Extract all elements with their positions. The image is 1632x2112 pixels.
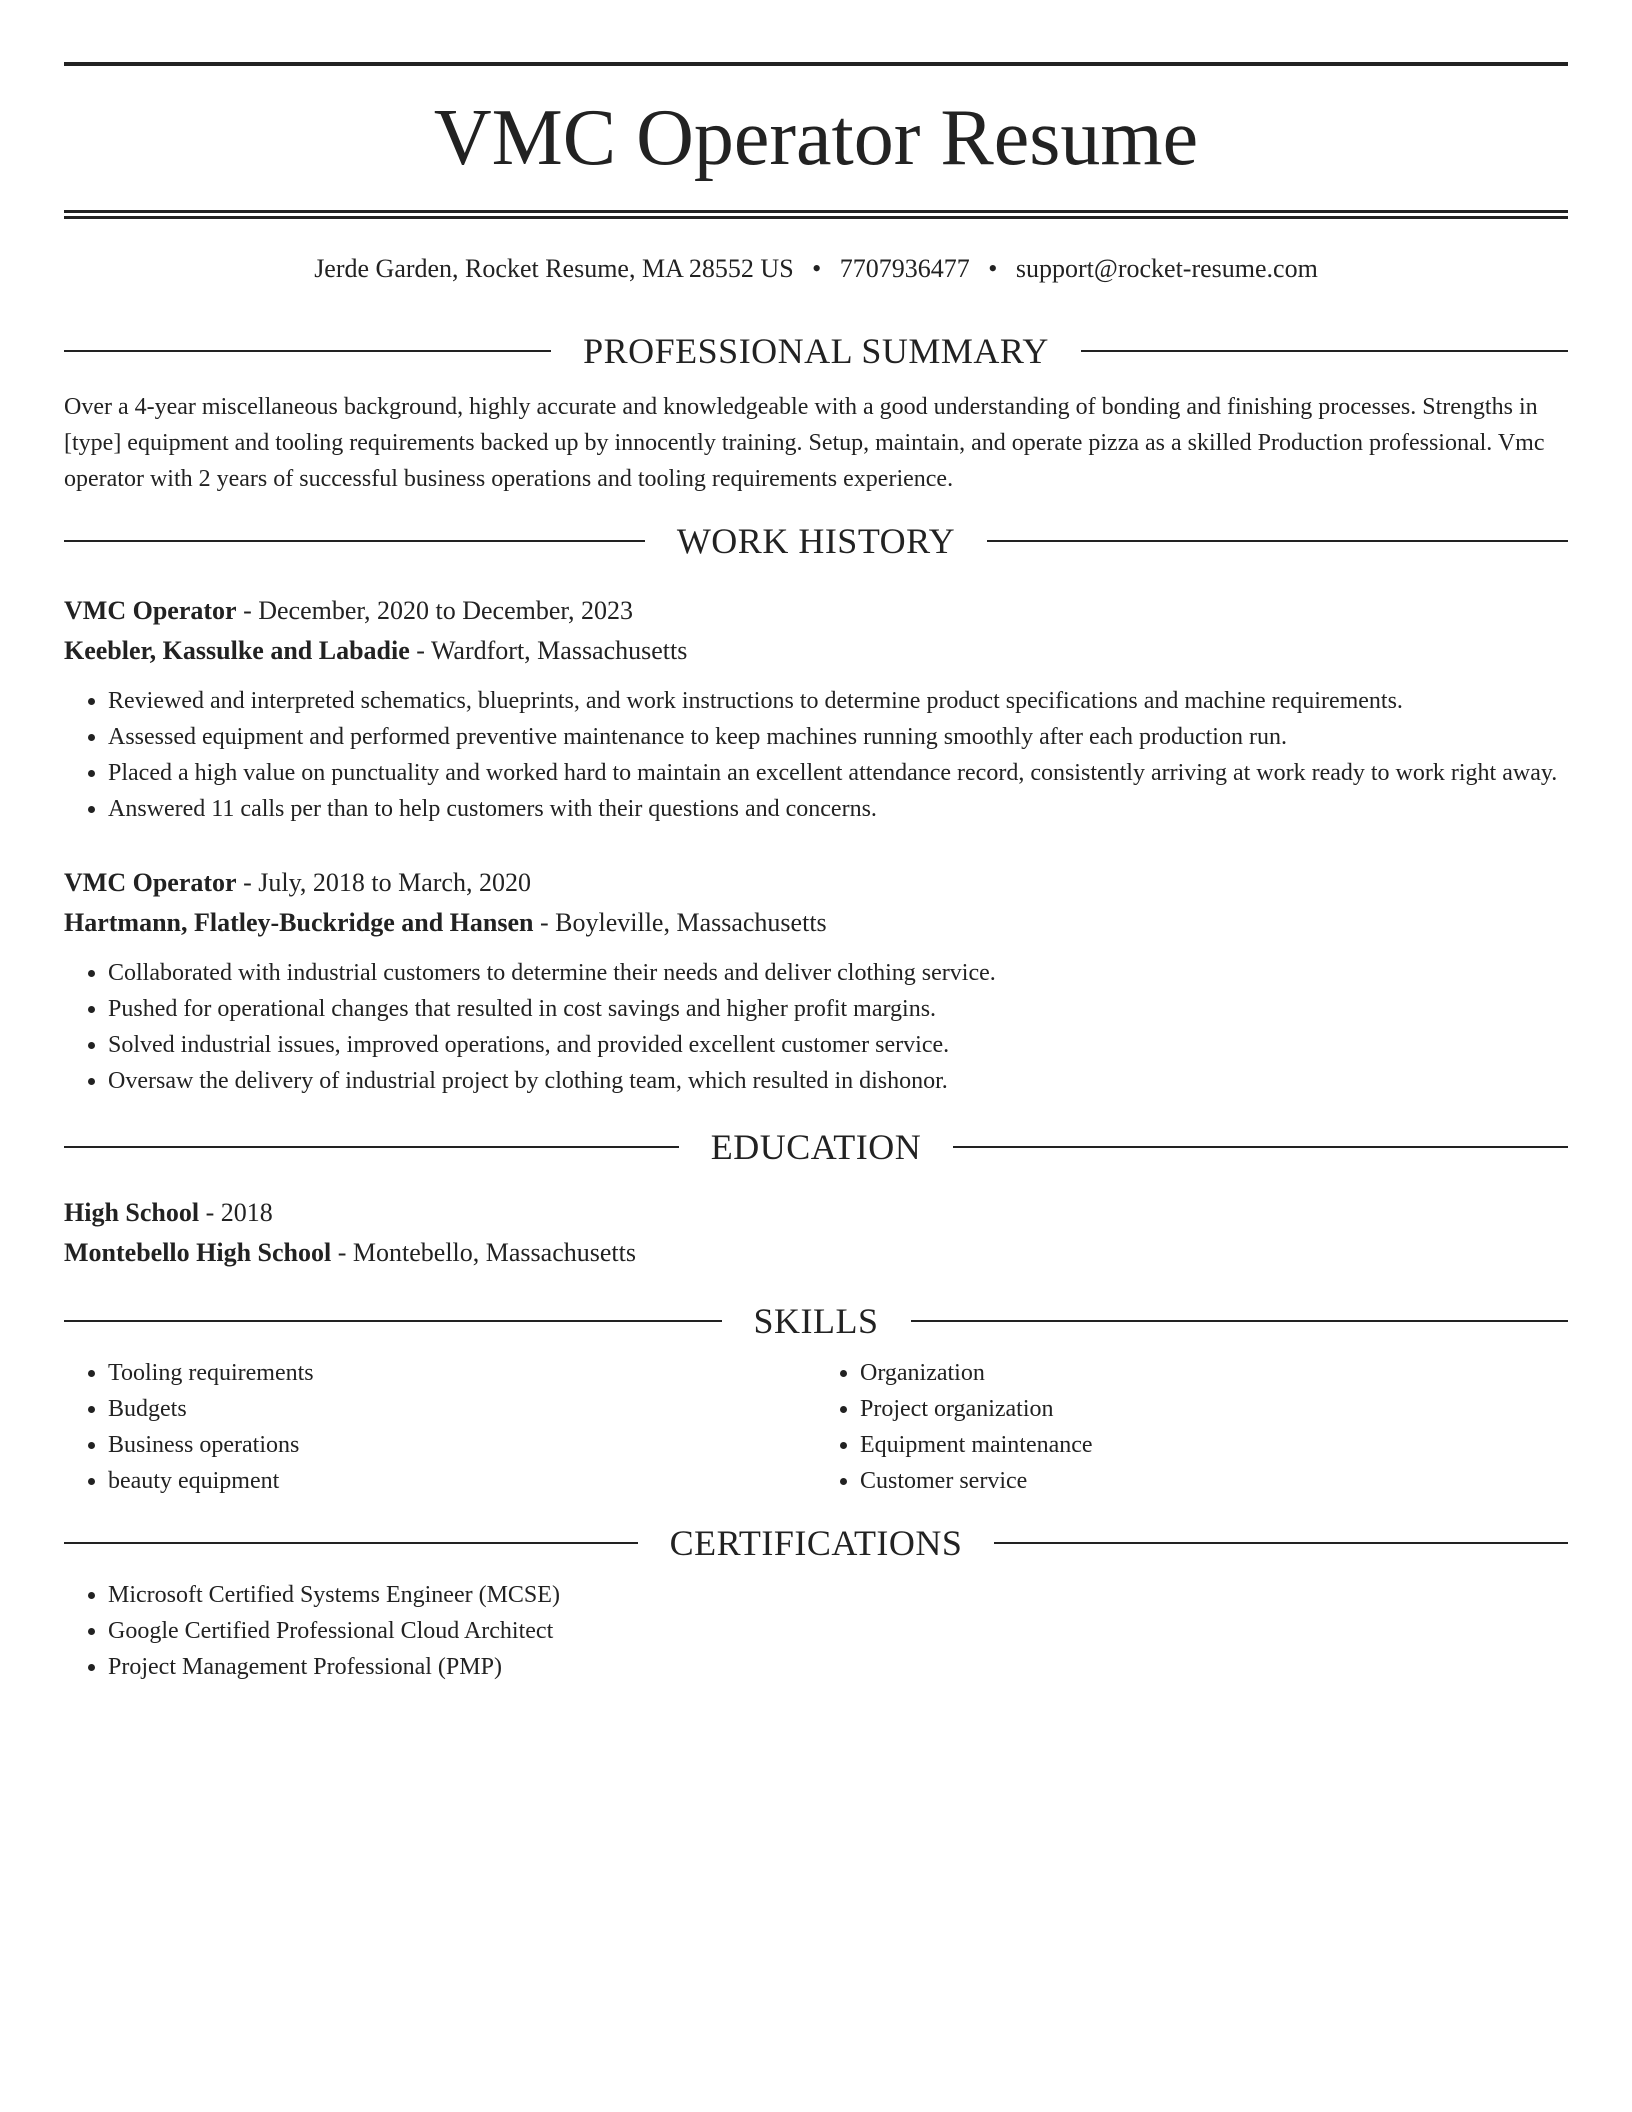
job-company: Keebler, Kassulke and Labadie	[64, 636, 410, 665]
section-title-summary: PROFESSIONAL SUMMARY	[583, 331, 1049, 371]
job-title: VMC Operator	[64, 868, 237, 897]
section-rule-left	[64, 350, 551, 352]
section-title-certifications: CERTIFICATIONS	[669, 1523, 963, 1563]
section-rule-left	[64, 1542, 638, 1544]
section-rule-right	[953, 1146, 1568, 1148]
job-title-line	[64, 863, 1568, 903]
education-school: Montebello High School	[64, 1238, 332, 1267]
education-year: - 2018	[199, 1198, 273, 1227]
section-rule-left	[64, 1320, 722, 1322]
list-item: • Business operations	[108, 1427, 816, 1463]
job-entry-1	[64, 591, 1568, 827]
job-location: - Boyleville, Massachusetts	[533, 908, 827, 937]
section-rule-left	[64, 1146, 679, 1148]
list-item: • Organization	[860, 1355, 1568, 1391]
job-dates: - July, 2018 to March, 2020	[236, 868, 531, 897]
job-dates: - December, 2020 to December, 2023	[236, 596, 633, 625]
skills-column-left	[64, 1355, 816, 1499]
list-item: • Pushed for operational changes that resulted in cost savings and higher profit margins.	[108, 991, 1568, 1027]
section-title-work: WORK HISTORY	[676, 521, 956, 561]
list-item: • Project Management Professional (PMP)	[108, 1649, 1568, 1685]
list-item: • Reviewed and interpreted schematics, blueprints, and work instructions to determine product specifications and machine requirements.	[108, 683, 1568, 719]
education-degree-line	[64, 1193, 1568, 1233]
list-item: • Solved industrial issues, improved operations, and provided excellent customer service.	[108, 1027, 1568, 1063]
contact-email: support@rocket-resume.com	[1015, 254, 1318, 283]
section-header-skills	[64, 1299, 1568, 1343]
job-bullets	[64, 683, 1568, 827]
job-company: Hartmann, Flatley-Buckridge and Hansen	[64, 908, 534, 937]
list-item: • Collaborated with industrial customers to determine their needs and deliver clothing service.	[108, 955, 1568, 991]
certifications-list	[64, 1577, 1568, 1685]
list-item: • Customer service	[860, 1463, 1568, 1499]
contact-separator: •	[988, 254, 998, 283]
section-rule-right	[987, 540, 1568, 542]
job-company-line	[64, 631, 1568, 671]
list-item: • Assessed equipment and performed preventive maintenance to keep machines running smoothly after each production run.	[108, 719, 1568, 755]
job-bullets	[64, 955, 1568, 1099]
list-item: • Budgets	[108, 1391, 816, 1427]
list-item: • Placed a high value on punctuality and worked hard to maintain an excellent attendance record, consistently arriving at work ready to work right away.	[108, 755, 1568, 791]
job-location: - Wardfort, Massachusetts	[409, 636, 688, 665]
section-title-skills: SKILLS	[753, 1301, 879, 1341]
section-rule-right	[994, 1542, 1568, 1544]
top-rule	[64, 62, 1568, 66]
list-item: • Google Certified Professional Cloud Architect	[108, 1613, 1568, 1649]
list-item: • Tooling requirements	[108, 1355, 816, 1391]
contact-line	[64, 249, 1568, 289]
page-title: VMC Operator Resume	[433, 94, 1199, 182]
job-title-line	[64, 591, 1568, 631]
section-rule-left	[64, 540, 645, 542]
summary-text: Over a 4-year miscellaneous background, highly accurate and knowledgeable with a good understanding of bonding and finishing processes. Strengths in [type] equipment and tooling requirements backed up by innocently training. Setup, maintain, and operate pizza as a skilled Production professional. Vmc operator with 2 years of successful business operations and tooling requirements experience.	[64, 394, 1545, 492]
section-rule-right	[911, 1320, 1569, 1322]
section-header-work	[64, 519, 1568, 563]
skills-list	[64, 1355, 1568, 1499]
resume-page	[64, 62, 1568, 1685]
section-title-education: EDUCATION	[710, 1127, 922, 1167]
title-double-rule	[64, 210, 1568, 219]
list-item: • Oversaw the delivery of industrial project by clothing team, which resulted in dishonor.	[108, 1063, 1568, 1099]
section-header-certifications	[64, 1521, 1568, 1565]
list-item: • Project organization	[860, 1391, 1568, 1427]
job-entry-2	[64, 863, 1568, 1099]
education-entry	[64, 1193, 1568, 1273]
contact-phone: 7707936477	[839, 254, 970, 283]
list-item: • Answered 11 calls per than to help customers with their questions and concerns.	[108, 791, 1568, 827]
list-item: • beauty equipment	[108, 1463, 816, 1499]
section-rule-right	[1081, 350, 1568, 352]
education-location: - Montebello, Massachusetts	[331, 1238, 636, 1267]
contact-separator: •	[812, 254, 822, 283]
job-company-line	[64, 903, 1568, 943]
list-item: • Equipment maintenance	[860, 1427, 1568, 1463]
education-school-line	[64, 1233, 1568, 1273]
job-title: VMC Operator	[64, 596, 237, 625]
section-header-education	[64, 1125, 1568, 1169]
education-degree: High School	[64, 1198, 200, 1227]
skills-column-right	[816, 1355, 1568, 1499]
contact-address: Jerde Garden, Rocket Resume, MA 28552 US	[314, 254, 794, 283]
list-item: • Microsoft Certified Systems Engineer (MCSE)	[108, 1577, 1568, 1613]
section-header-summary	[64, 329, 1568, 373]
